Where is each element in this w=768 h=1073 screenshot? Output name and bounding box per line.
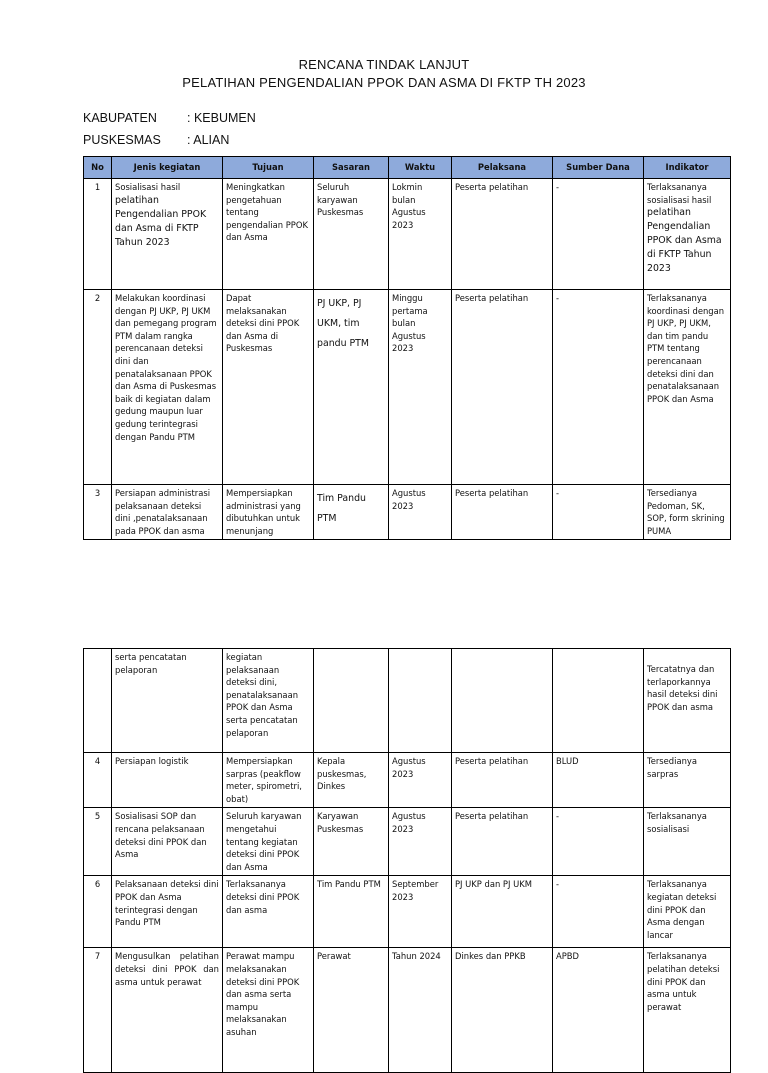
cell-jenis-kegiatan: Melakukan koordinasi dengan PJ UKP, PJ UKM dan pemegang program PTM dalam rangka perencanaan deteksi dini dan penatalaksanaan PPOK dan Asma di Puskesmas baik di kegiatan dalam gedung maupun luar gedung terintegrasi dengan Pandu PTM bbox=[112, 290, 223, 485]
cell-waktu: Agustus 2023 bbox=[389, 808, 452, 876]
cell-pelaksana: Peserta pelatihan bbox=[452, 179, 553, 290]
table-row bbox=[84, 179, 731, 290]
cell-no: 7 bbox=[84, 948, 112, 1073]
cell-indikator-line: pelatihan Pengendalian PPOK dan Asma di FKTP Tahun 2023 bbox=[647, 207, 722, 275]
cell-tujuan: Mempersiapkan sarpras (peakflow meter, spirometri, obat) bbox=[223, 753, 314, 808]
table-row bbox=[84, 753, 731, 808]
cell-indikator: Tercatatnya dan terlaporkannya hasil deteksi dini PPOK dan asma bbox=[644, 649, 731, 753]
cell-tujuan: Seluruh karyawan mengetahui tentang kegiatan deteksi dini PPOK dan Asma bbox=[223, 808, 314, 876]
kabupaten-line bbox=[83, 111, 256, 125]
header-jenis-kegiatan: Jenis kegiatan bbox=[112, 157, 223, 179]
cell-waktu: Minggu pertama bulan Agustus 2023 bbox=[389, 290, 452, 485]
cell-tujuan: Dapat melaksanakan deteksi dini PPOK dan Asma di Puskesmas bbox=[223, 290, 314, 485]
cell-tujuan: Meningkatkan pengetahuan tentang pengendalian PPOK dan Asma bbox=[223, 179, 314, 290]
cell-indikator: Terlaksananya kegiatan deteksi dini PPOK dan Asma dengan lancar bbox=[644, 876, 731, 948]
cell-sumber-dana: - bbox=[553, 876, 644, 948]
cell-sasaran: Seluruh karyawan Puskesmas bbox=[314, 179, 389, 290]
cell-no: 5 bbox=[84, 808, 112, 876]
cell-waktu: Agustus 2023 bbox=[389, 485, 452, 540]
cell-jenis-line: Sosialisasi hasil bbox=[115, 182, 181, 192]
cell-no: 4 bbox=[84, 753, 112, 808]
header-sumber-dana: Sumber Dana bbox=[553, 157, 644, 179]
cell-sasaran bbox=[314, 649, 389, 753]
cell-tujuan: Terlaksananya deteksi dini PPOK dan asma bbox=[223, 876, 314, 948]
cell-pelaksana: Peserta pelatihan bbox=[452, 808, 553, 876]
cell-sasaran: Tim Pandu PTM bbox=[314, 485, 389, 540]
header-no: No bbox=[84, 157, 112, 179]
cell-indikator: Tersedianya sarpras bbox=[644, 753, 731, 808]
document-subtitle: PELATIHAN PENGENDALIAN PPOK DAN ASMA DI FKTP TH 2023 bbox=[182, 75, 586, 90]
cell-no: 2 bbox=[84, 290, 112, 485]
cell-pelaksana: Peserta pelatihan bbox=[452, 485, 553, 540]
table-row bbox=[84, 290, 731, 485]
puskesmas-label: PUSKESMAS bbox=[83, 133, 161, 147]
cell-jenis-kegiatan: Mengusulkan pelatihan deteksi dini PPOK dan asma untuk perawat bbox=[112, 948, 223, 1073]
cell-indikator: Tersedianya Pedoman, SK, SOP, form skrining PUMA bbox=[644, 485, 731, 540]
table-row bbox=[84, 808, 731, 876]
cell-sasaran: PJ UKP, PJ UKM, tim pandu PTM bbox=[314, 290, 389, 485]
cell-waktu: Lokmin bulan Agustus 2023 bbox=[389, 179, 452, 290]
header-tujuan: Tujuan bbox=[223, 157, 314, 179]
puskesmas-value: : ALIAN bbox=[187, 133, 230, 147]
table-row bbox=[84, 485, 731, 540]
kabupaten-label: KABUPATEN bbox=[83, 111, 157, 125]
kabupaten-value: : KEBUMEN bbox=[187, 111, 256, 125]
cell-pelaksana: PJ UKP dan PJ UKM bbox=[452, 876, 553, 948]
cell-indikator: Terlaksananya pelatihan deteksi dini PPOK dan asma untuk perawat bbox=[644, 948, 731, 1073]
cell-jenis-kegiatan: Sosialisasi SOP dan rencana pelaksanaan deteksi dini PPOK dan Asma bbox=[112, 808, 223, 876]
cell-waktu: September 2023 bbox=[389, 876, 452, 948]
cell-sumber-dana: - bbox=[553, 485, 644, 540]
cell-tujuan: kegiatan pelaksanaan deteksi dini, penatalaksanaan PPOK dan Asma serta pencatatan pelaporan bbox=[223, 649, 314, 753]
table-row bbox=[84, 948, 731, 1073]
header-pelaksana: Pelaksana bbox=[452, 157, 553, 179]
cell-no: 1 bbox=[84, 179, 112, 290]
header-waktu: Waktu bbox=[389, 157, 452, 179]
cell-tujuan: Perawat mampu melaksanakan deteksi dini PPOK dan asma serta mampu melaksanakan asuhan bbox=[223, 948, 314, 1073]
table-row bbox=[84, 876, 731, 948]
cell-tujuan: Mempersiapkan administrasi yang dibutuhkan untuk menunjang bbox=[223, 485, 314, 540]
cell-indikator: Terlaksananya koordinasi dengan PJ UKP, PJ UKM, dan tim pandu PTM tentang perencanaan deteksi dini dan penatalaksanaan PPOK dan Asma bbox=[644, 290, 731, 485]
cell-waktu bbox=[389, 649, 452, 753]
cell-waktu: Tahun 2024 bbox=[389, 948, 452, 1073]
cell-sumber-dana: - bbox=[553, 179, 644, 290]
cell-pelaksana: Dinkes dan PPKB bbox=[452, 948, 553, 1073]
action-plan-table bbox=[83, 156, 731, 540]
cell-sumber-dana bbox=[553, 649, 644, 753]
table-row bbox=[84, 649, 731, 753]
cell-sumber-dana: BLUD bbox=[553, 753, 644, 808]
cell-sasaran: Kepala puskesmas, Dinkes bbox=[314, 753, 389, 808]
cell-pelaksana bbox=[452, 649, 553, 753]
cell-pelaksana: Peserta pelatihan bbox=[452, 290, 553, 485]
cell-no: 6 bbox=[84, 876, 112, 948]
cell-indikator bbox=[644, 179, 731, 290]
cell-indikator: Terlaksananya sosialisasi bbox=[644, 808, 731, 876]
cell-sasaran: Perawat bbox=[314, 948, 389, 1073]
header-indikator: Indikator bbox=[644, 157, 731, 179]
header-sasaran: Sasaran bbox=[314, 157, 389, 179]
cell-jenis-kegiatan bbox=[112, 179, 223, 290]
puskesmas-line bbox=[83, 133, 229, 147]
document-title: RENCANA TINDAK LANJUT bbox=[298, 57, 470, 72]
cell-jenis-kegiatan: Persiapan logistik bbox=[112, 753, 223, 808]
table-header-row bbox=[84, 157, 731, 179]
cell-sasaran: Tim Pandu PTM bbox=[314, 876, 389, 948]
cell-no: 3 bbox=[84, 485, 112, 540]
cell-no bbox=[84, 649, 112, 753]
cell-jenis-kegiatan: serta pencatatan pelaporan bbox=[112, 649, 223, 753]
cell-pelaksana: Peserta pelatihan bbox=[452, 753, 553, 808]
cell-sumber-dana: APBD bbox=[553, 948, 644, 1073]
cell-indikator-line: Terlaksananya sosialisasi hasil bbox=[647, 182, 712, 205]
cell-jenis-line: pelatihan Pengendalian PPOK dan Asma di FKTP Tahun 2023 bbox=[115, 194, 207, 248]
action-plan-table-continued bbox=[83, 648, 731, 1073]
cell-jenis-kegiatan: Pelaksanaan deteksi dini PPOK dan Asma terintegrasi dengan Pandu PTM bbox=[112, 876, 223, 948]
cell-jenis-kegiatan: Persiapan administrasi pelaksanaan deteksi dini ,penatalaksanaan pada PPOK dan asma bbox=[112, 485, 223, 540]
cell-sumber-dana: - bbox=[553, 290, 644, 485]
cell-sasaran: Karyawan Puskesmas bbox=[314, 808, 389, 876]
cell-sumber-dana: - bbox=[553, 808, 644, 876]
cell-waktu: Agustus 2023 bbox=[389, 753, 452, 808]
